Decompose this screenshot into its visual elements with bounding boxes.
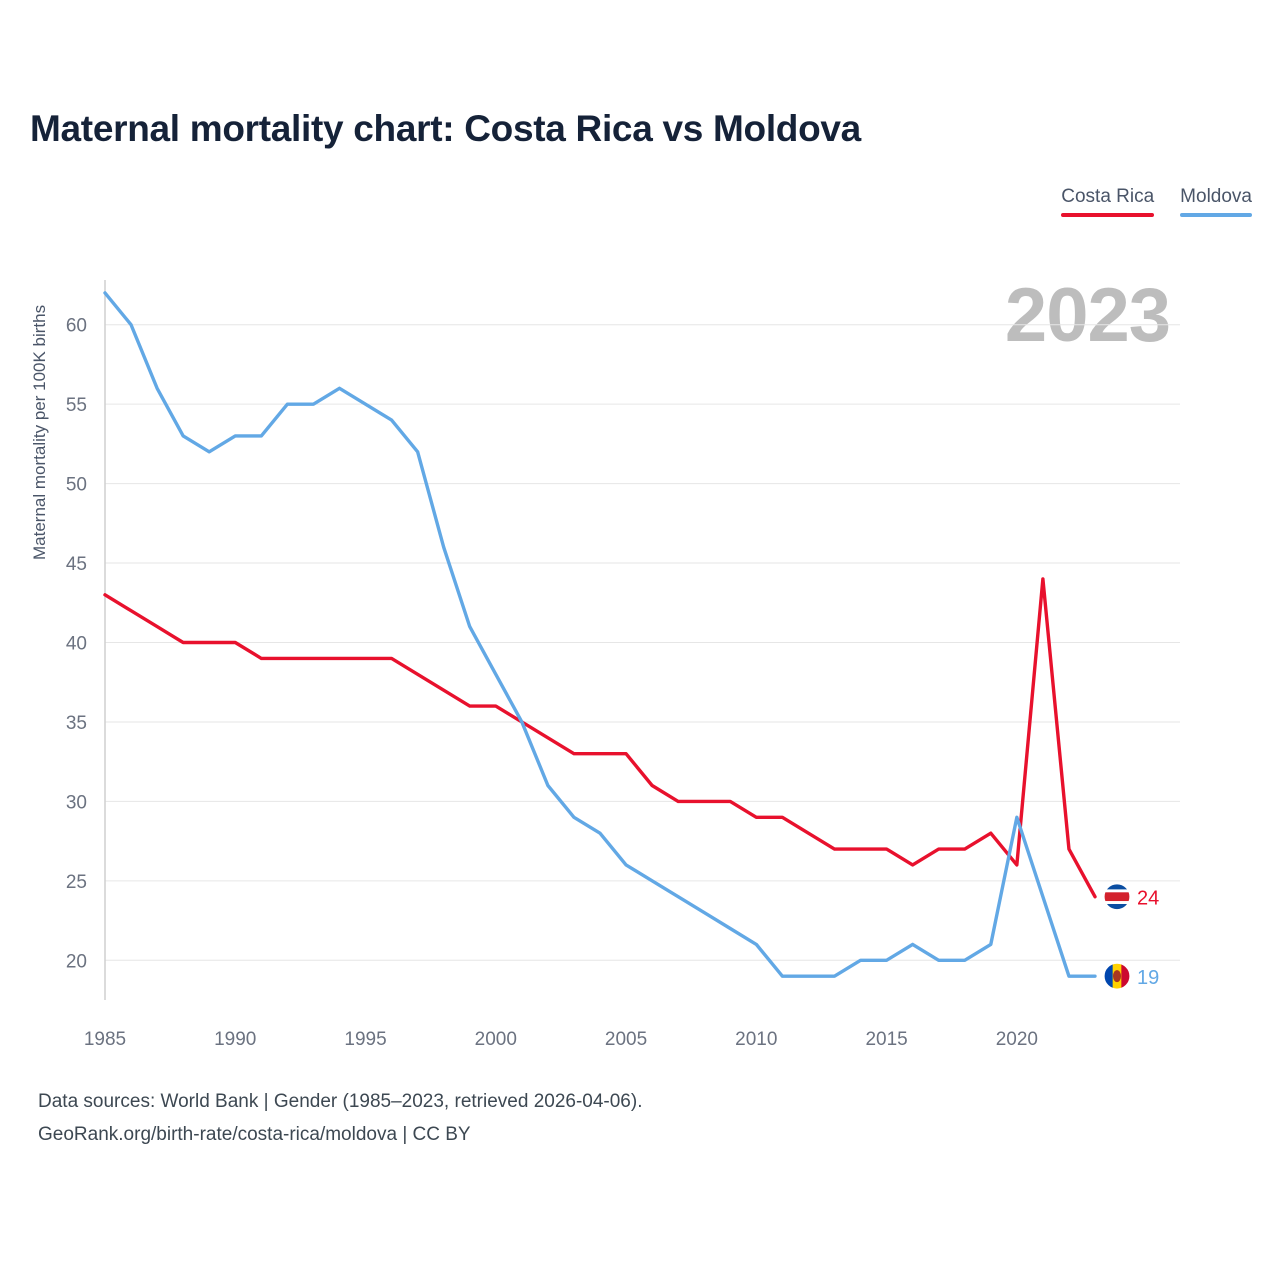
- legend-item-costa-rica[interactable]: [1061, 186, 1154, 217]
- y-axis-tick-label: 20: [65, 951, 87, 973]
- legend-label-costa-rica: Costa Rica: [1061, 186, 1155, 207]
- legend-item-moldova[interactable]: [1180, 186, 1252, 217]
- x-axis-tick-label: 2010: [735, 1029, 778, 1050]
- x-axis-tick-label: 1995: [344, 1029, 387, 1050]
- legend-label-moldova: Moldova: [1180, 186, 1252, 207]
- y-axis-tick-label: 30: [65, 792, 87, 814]
- x-axis-tick-label: 1985: [83, 1029, 127, 1050]
- flag-emblem: [1113, 970, 1121, 982]
- costa-rica-end-value: 24: [1137, 887, 1160, 910]
- flag-band: [1104, 884, 1130, 890]
- flag-band: [1104, 963, 1113, 989]
- y-axis-label: Maternal mortality per 100K births: [30, 304, 49, 560]
- flag-band: [1104, 904, 1130, 910]
- flag-band: [1104, 892, 1130, 901]
- year-watermark: 2023: [1004, 273, 1170, 358]
- x-axis-tick-label: 2015: [865, 1029, 908, 1050]
- line-chart-svg: [0, 250, 1280, 1050]
- flag-band: [1104, 901, 1130, 904]
- legend-color-swatch-costa-rica: [1061, 213, 1154, 217]
- y-axis-tick-label: 50: [65, 474, 87, 496]
- footer-data-source: Data sources: World Bank | Gender (1985–2023, retrieved 2026-04-06).: [38, 1091, 643, 1112]
- chart-legend: [1061, 186, 1252, 217]
- y-axis-tick-label: 40: [65, 633, 87, 655]
- y-axis-tick-label: 55: [65, 395, 87, 417]
- flag-band: [1104, 889, 1130, 892]
- page-title: Maternal mortality chart: Costa Rica vs Moldova: [30, 108, 861, 149]
- y-axis-tick-label: 60: [65, 315, 87, 337]
- y-axis-tick-label: 25: [65, 871, 87, 893]
- chart-footer: [38, 1085, 642, 1152]
- legend-color-swatch-moldova: [1180, 213, 1252, 217]
- x-axis-tick-label: 2000: [474, 1029, 517, 1050]
- x-axis-tick-label: 1990: [214, 1029, 257, 1050]
- series-line-costa-rica: [105, 579, 1095, 897]
- x-axis-tick-label: 2020: [995, 1029, 1038, 1050]
- x-axis-tick-label: 2005: [604, 1029, 648, 1050]
- footer-attribution: GeoRank.org/birth-rate/costa-rica/moldova | CC BY: [38, 1124, 471, 1146]
- moldova-flag-icon: [1104, 963, 1131, 989]
- series-line-moldova: [105, 293, 1095, 976]
- y-axis-tick-label: 35: [65, 712, 87, 734]
- moldova-end-value: 19: [1137, 967, 1160, 990]
- costa-rica-flag-icon: [1104, 884, 1130, 910]
- y-axis-tick-label: 45: [65, 554, 87, 576]
- chart-plot-area: [0, 250, 1280, 1050]
